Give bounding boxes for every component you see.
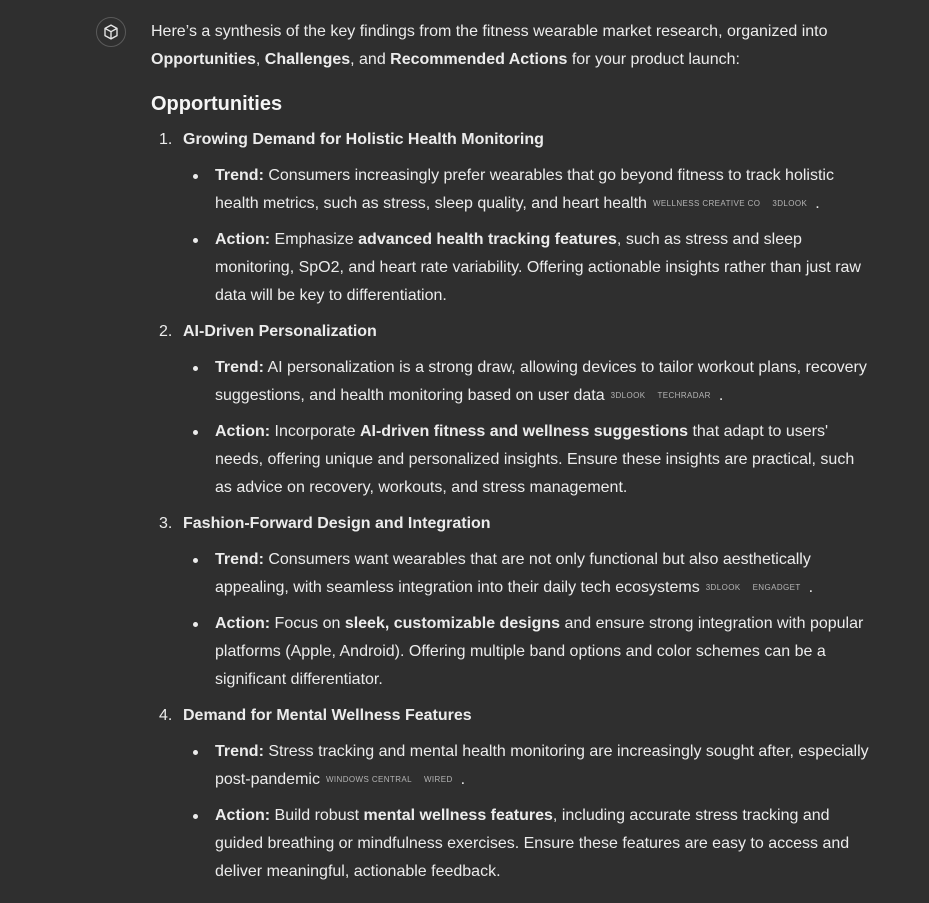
trend-bullet [183,354,871,410]
intro-bold-opportunities: Opportunities [151,51,256,68]
item-number: 4. [159,707,173,724]
bullet-list [183,546,871,694]
period: . [718,387,724,404]
trend-bullet [183,546,871,602]
list-item [151,126,871,310]
intro-text: , [255,51,265,68]
action-bullet [183,226,871,310]
action-label: Action: [215,807,271,824]
item-number: 1. [159,131,173,148]
action-text: Focus on [270,615,345,632]
trend-text: Consumers increasingly prefer wearables that go beyond fitness to track holistic health metrics, such as stress, sleep quality, and heart health [215,167,834,212]
item-title: Growing Demand for Holistic Health Monitoring [183,131,544,148]
action-highlight: advanced health tracking features [358,231,617,248]
trend-label: Trend: [215,743,264,760]
period: . [460,771,466,788]
action-text: Build robust [270,807,364,824]
trend-label: Trend: [215,167,264,184]
item-title: AI-Driven Personalization [183,323,377,340]
action-text: , such as stress and sleep monitoring, SpO2, and heart rate variability. Offering actionable insights rather than just raw data will be key to differentiation. [215,231,861,304]
section-title: Opportunities [151,93,283,115]
action-highlight: sleek, customizable designs [344,615,561,632]
action-highlight: mental wellness features [363,807,553,824]
trend-text: Stress tracking and mental health monitoring are increasingly sought after, especially post-pandemic [215,743,869,788]
intro-paragraph [151,18,871,74]
action-label: Action: [215,423,271,440]
trend-label: Trend: [215,551,264,568]
intro-text: Here’s a synthesis of the key findings from the fitness wearable market research, organized into [151,23,828,40]
item-title: Fashion-Forward Design and Integration [183,515,491,532]
trend-text: Consumers want wearables that are not only functional but also aesthetically appealing, with seamless integration into their daily tech ecosystems [215,551,811,596]
item-title: Demand for Mental Wellness Features [183,707,472,724]
item-number: 3. [159,515,173,532]
action-label: Action: [215,231,271,248]
action-bullet [183,610,871,694]
action-label: Action: [215,615,271,632]
list-item [151,702,871,886]
citation-link[interactable]: 3DLOOK [610,391,646,400]
action-highlight: AI-driven fitness and wellness suggestions [359,423,689,440]
intro-bold-recommended-actions: Recommended Actions [390,51,568,68]
action-text: , including accurate stress tracking and guided breathing or mindfulness exercises. Ensure these features are easy to access and deliver meaningful, actionable feedback. [215,807,850,880]
bullet-list [183,162,871,310]
citation-link[interactable]: WIRED [423,775,453,784]
action-text: Emphasize [270,231,359,248]
period: . [808,579,814,596]
citation-link[interactable]: 3DLOOK [705,583,741,592]
bullet-list [183,354,871,502]
opportunities-list [151,126,871,886]
assistant-message [151,18,871,894]
citation-link[interactable]: 3DLOOK [772,199,808,208]
action-text: that adapt to users' needs, offering unique and personalized insights. Ensure these insights are practical, such as advice on recovery, workouts, and stress management. [215,423,855,496]
period: . [815,195,820,212]
citation-link[interactable]: WINDOWS CENTRAL [325,775,412,784]
bullet-list [183,738,871,886]
intro-text: for your product launch: [567,51,740,68]
list-item [151,510,871,694]
trend-label: Trend: [215,359,264,376]
assistant-avatar [96,17,126,47]
trend-text: AI personalization is a strong draw, allowing devices to tailor workout plans, recovery suggestions, and health monitoring based on user data [215,359,867,404]
action-bullet [183,418,871,502]
action-bullet [183,802,871,886]
intro-text: , and [350,51,391,68]
citation-link[interactable]: ENGADGET [752,583,801,592]
intro-bold-challenges: Challenges [264,51,351,68]
citation-link[interactable]: WELLNESS CREATIVE CO [652,199,761,208]
action-text: and ensure strong integration with popular platforms (Apple, Android). Offering multiple band options and color schemes can be a significant differentiator. [215,615,864,688]
item-number: 2. [159,323,173,340]
trend-bullet [183,738,871,794]
list-item [151,318,871,502]
trend-bullet [183,162,871,218]
action-text: Incorporate [270,423,360,440]
citation-link[interactable]: TECHRADAR [657,391,711,400]
cube-icon [102,23,120,41]
